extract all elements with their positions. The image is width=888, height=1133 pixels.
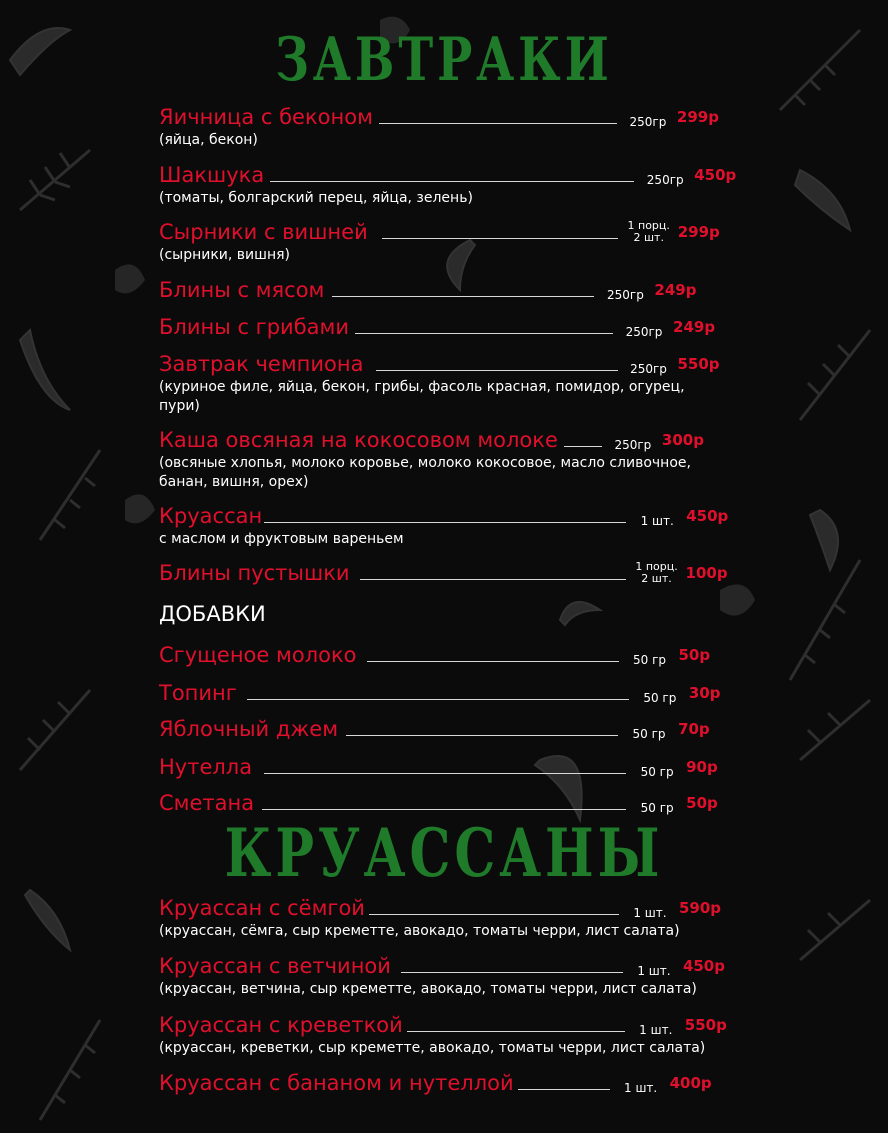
menu-item [159, 642, 739, 668]
item-quantity: 250гр [606, 288, 644, 302]
item-quantity: 50 гр [643, 691, 677, 705]
dotted-leader [369, 914, 619, 915]
item-price: 90р [686, 758, 718, 776]
menu-item [159, 1012, 739, 1058]
menu-item [159, 351, 739, 416]
item-name: Шакшука [159, 163, 265, 187]
item-quantity: 50 гр [640, 801, 674, 815]
menu-item [159, 716, 739, 742]
item-price: 249р [673, 318, 716, 336]
item-name: Круассан с ветчиной [159, 954, 391, 978]
menu-item [159, 219, 739, 265]
menu-item [159, 895, 739, 941]
item-price: 450р [694, 166, 737, 184]
item-quantity: 1 шт. [637, 964, 671, 978]
menu-item [159, 104, 739, 150]
dotted-leader [401, 972, 623, 973]
item-description: (сырники, вишня) [159, 247, 291, 263]
item-quantity: 1 шт. [624, 1081, 658, 1095]
item-name: Каша овсяная на кокосовом молоке [159, 428, 558, 452]
menu-item [159, 277, 739, 303]
menu-item [159, 503, 739, 549]
menu-item [159, 314, 739, 340]
item-quantity: 50 гр [640, 765, 674, 779]
dotted-leader [379, 123, 617, 124]
menu-item [159, 162, 739, 208]
item-price: 249р [654, 281, 697, 299]
dotted-leader [355, 333, 613, 334]
item-quantity: 50 гр [632, 653, 666, 667]
item-description: (круассан, сёмга, сыр креметте, авокадо, томаты черри, лист салата) [159, 923, 680, 939]
item-name: Сгущеное молоко [159, 643, 357, 667]
item-name: Круассан с креветкой [159, 1013, 403, 1037]
item-price: 450р [686, 507, 729, 525]
dotted-leader [518, 1089, 610, 1090]
item-name: Блины с мясом [159, 278, 325, 302]
menu-item [159, 790, 739, 816]
item-price: 50р [678, 646, 711, 664]
croissants-title: КРУАССАНЫ [224, 814, 664, 892]
menu-item [159, 560, 739, 586]
item-name: Блины с грибами [159, 315, 350, 339]
item-name: Топинг [159, 681, 237, 705]
item-name: Нутелла [159, 755, 253, 779]
item-price: 30р [688, 684, 721, 702]
dotted-leader [407, 1031, 625, 1032]
item-name: Яблочный джем [159, 717, 339, 741]
item-name: Круассан [159, 504, 263, 528]
item-price: 450р [682, 957, 725, 975]
dotted-leader [382, 238, 618, 239]
dotted-leader [367, 661, 619, 662]
item-description: (томаты, болгарский перец, яйца, зелень) [159, 190, 473, 206]
item-quantity: 1 порц. 2 шт. [635, 560, 678, 585]
item-price: 100р [685, 564, 728, 582]
item-name: Яичница с беконом [159, 105, 373, 129]
dotted-leader [270, 181, 634, 182]
item-description: (круассан, креветки, сыр креметте, авокадо, томаты черри, лист салата) [159, 1040, 706, 1056]
item-quantity: 250гр [646, 173, 684, 187]
menu-item [159, 754, 739, 780]
dotted-leader [262, 809, 626, 810]
dotted-leader [332, 296, 594, 297]
item-quantity: 250гр [629, 115, 667, 129]
item-price: 299р [676, 108, 719, 126]
dotted-leader [564, 446, 602, 447]
dotted-leader [264, 522, 626, 523]
item-price: 299р [677, 223, 720, 241]
item-quantity: 1 порц. 2 шт. [627, 219, 670, 244]
dotted-leader [346, 735, 618, 736]
item-quantity: 1 шт. [640, 514, 674, 528]
item-name: Завтрак чемпиона [159, 352, 364, 376]
addons-header: ДОБАВКИ [159, 602, 266, 626]
item-quantity: 50 гр [632, 727, 666, 741]
dotted-leader [376, 370, 618, 371]
item-price: 550р [677, 355, 720, 373]
item-price: 550р [684, 1016, 727, 1034]
menu-item [159, 1070, 739, 1096]
item-description: (овсяные хлопья, молоко коровье, молоко кокосовое, масло сливочное, банан, вишня, орех) [159, 455, 691, 490]
item-quantity: 250гр [630, 362, 667, 376]
item-quantity: 250гр [625, 325, 663, 339]
item-price: 400р [669, 1074, 712, 1092]
menu-item [159, 680, 739, 706]
item-name: Круассан с сёмгой [159, 896, 365, 920]
item-description: (куриное филе, яйца, бекон, грибы, фасоль красная, помидор, огурец, пури) [159, 379, 685, 414]
dotted-leader [247, 699, 629, 700]
item-description: с маслом и фруктовым вареньем [159, 531, 404, 547]
menu-item [159, 953, 739, 999]
item-quantity: 250гр [614, 438, 652, 452]
item-quantity: 1 шт. [633, 906, 667, 920]
item-price: 590р [678, 899, 722, 917]
breakfast-title: ЗАВТРАКИ [275, 25, 613, 95]
item-price: 70р [678, 720, 710, 738]
dotted-leader [264, 773, 626, 774]
dotted-leader [360, 579, 626, 580]
item-quantity: 1 шт. [639, 1023, 673, 1037]
item-name: Блины пустышки [159, 561, 350, 585]
menu-item [159, 427, 739, 492]
item-description: (яйца, бекон) [159, 132, 258, 148]
item-name: Сырники с вишней [159, 220, 368, 244]
item-price: 50р [686, 794, 718, 812]
item-description: (круассан, ветчина, сыр креметте, авокадо, томаты черри, лист салата) [159, 981, 697, 997]
item-price: 300р [661, 431, 704, 449]
item-name: Сметана [159, 791, 255, 815]
item-name: Круассан с бананом и нутеллой [159, 1071, 514, 1095]
